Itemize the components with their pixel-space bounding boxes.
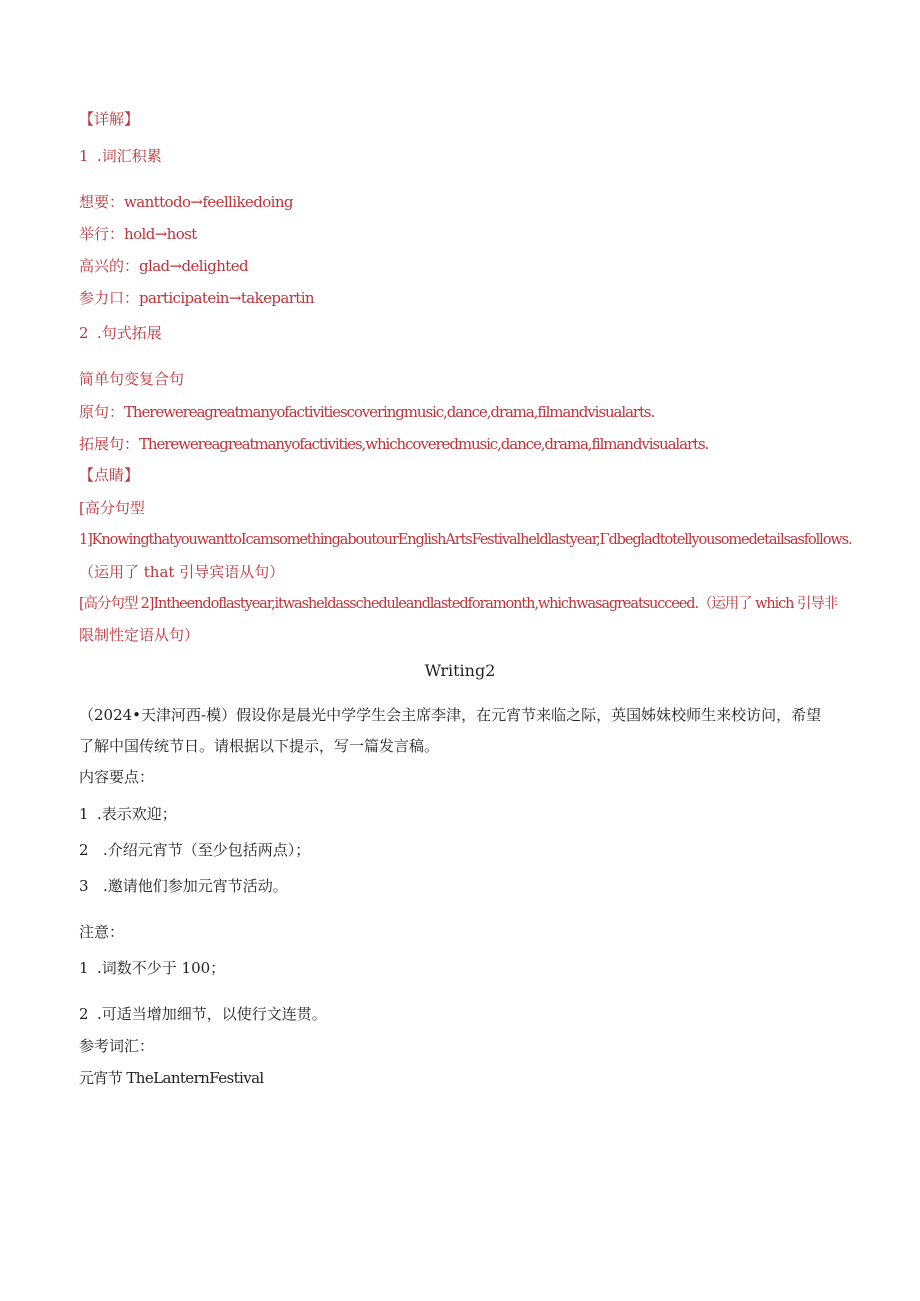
point-number: 1 <box>79 805 89 823</box>
prompt-line-2: 了解中国传统节日。请根据以下提示，写一篇发言稿。 <box>79 737 440 755</box>
vocab-cn: 参力口： <box>79 289 140 307</box>
point-text: .表示欢迎； <box>97 805 177 823</box>
reference-vocab-label: 参考词汇： <box>79 1037 155 1055</box>
original-sentence <box>79 402 654 422</box>
comment-heading: 【点睛】 <box>79 466 140 484</box>
section-number: 2 <box>79 324 89 342</box>
extended-sentence <box>79 434 708 454</box>
vocab-en: wanttodo→feellikedoing <box>124 193 293 211</box>
point-item <box>79 876 288 896</box>
section-sentence-heading <box>79 323 162 343</box>
section-title: .句式拓展 <box>97 324 162 342</box>
writing-title: Writing2 <box>424 661 496 680</box>
point-number: 3 <box>79 877 89 895</box>
high-score-label: [高分句型 <box>79 499 145 517</box>
extended-label: 拓展句： <box>79 435 140 453</box>
vocab-item <box>79 288 314 308</box>
point-text: .邀请他们参加元宵节活动。 <box>103 877 288 895</box>
vocab-en: glad→delighted <box>139 257 248 275</box>
transform-label: 简单句变复合句 <box>79 370 185 388</box>
note-number: 2 <box>79 1005 89 1023</box>
points-label: 内容要点： <box>79 768 155 786</box>
high-score-note-1: （运用了 that 引导宾语从句） <box>79 563 285 581</box>
vocab-en: participatein→takepartin <box>139 289 314 307</box>
original-label: 原句： <box>79 403 125 421</box>
notes-label: 注意： <box>79 923 125 941</box>
note-text: .词数不少于 100； <box>97 959 226 977</box>
extended-text: Therewereagreatmanyofactivities,whichcoveredmusic,dance,drama,filmandvisualarts. <box>139 435 709 453</box>
reference-vocab-item: 元宵节 TheLanternFestival <box>79 1069 264 1087</box>
high-score-sentence-2-cont: 限制性定语从句） <box>79 626 200 644</box>
section-vocab-heading <box>79 146 162 166</box>
point-item <box>79 840 310 860</box>
section-number: 1 <box>79 147 89 165</box>
high-score-sentence-1: 1]KnowingthatyouwanttoIcamsomethingaboutourEnglishArtsFestivalheldlastyear,Γdbegladtotellyousomedetailsasfollows. <box>79 532 852 548</box>
original-text: Therewereagreatmanyofactivitiescoveringmusic,dance,drama,filmandvisualarts. <box>124 403 655 421</box>
point-number: 2 <box>79 841 89 859</box>
note-item <box>79 958 225 978</box>
vocab-item <box>79 224 197 244</box>
vocab-cn: 高兴的： <box>79 257 140 275</box>
high-score-sentence-2: [高分句型 2]Intheendoflastyear,itwasheldasscheduleandlastedforamonth,whichwasagreatsucceed.（运用了 which 引导非 <box>79 596 838 612</box>
note-item <box>79 1004 327 1024</box>
point-item <box>79 804 177 824</box>
note-number: 1 <box>79 959 89 977</box>
vocab-item <box>79 256 248 276</box>
prompt-line-1: （2024•天津河西-模）假设你是晨光中学学生会主席李津，在元宵节来临之际，英国姊妹校师生来校访问，希望 <box>79 706 822 724</box>
vocab-en: hold→host <box>124 225 197 243</box>
section-title: .词汇积累 <box>97 147 162 165</box>
detail-heading: 【详解】 <box>79 110 140 128</box>
vocab-cn: 举行： <box>79 225 125 243</box>
point-text: .介绍元宵节（至少包括两点）； <box>103 841 311 859</box>
note-text: .可适当增加细节，以使行文连贯。 <box>97 1005 327 1023</box>
vocab-item <box>79 192 293 212</box>
vocab-cn: 想要： <box>79 193 125 211</box>
